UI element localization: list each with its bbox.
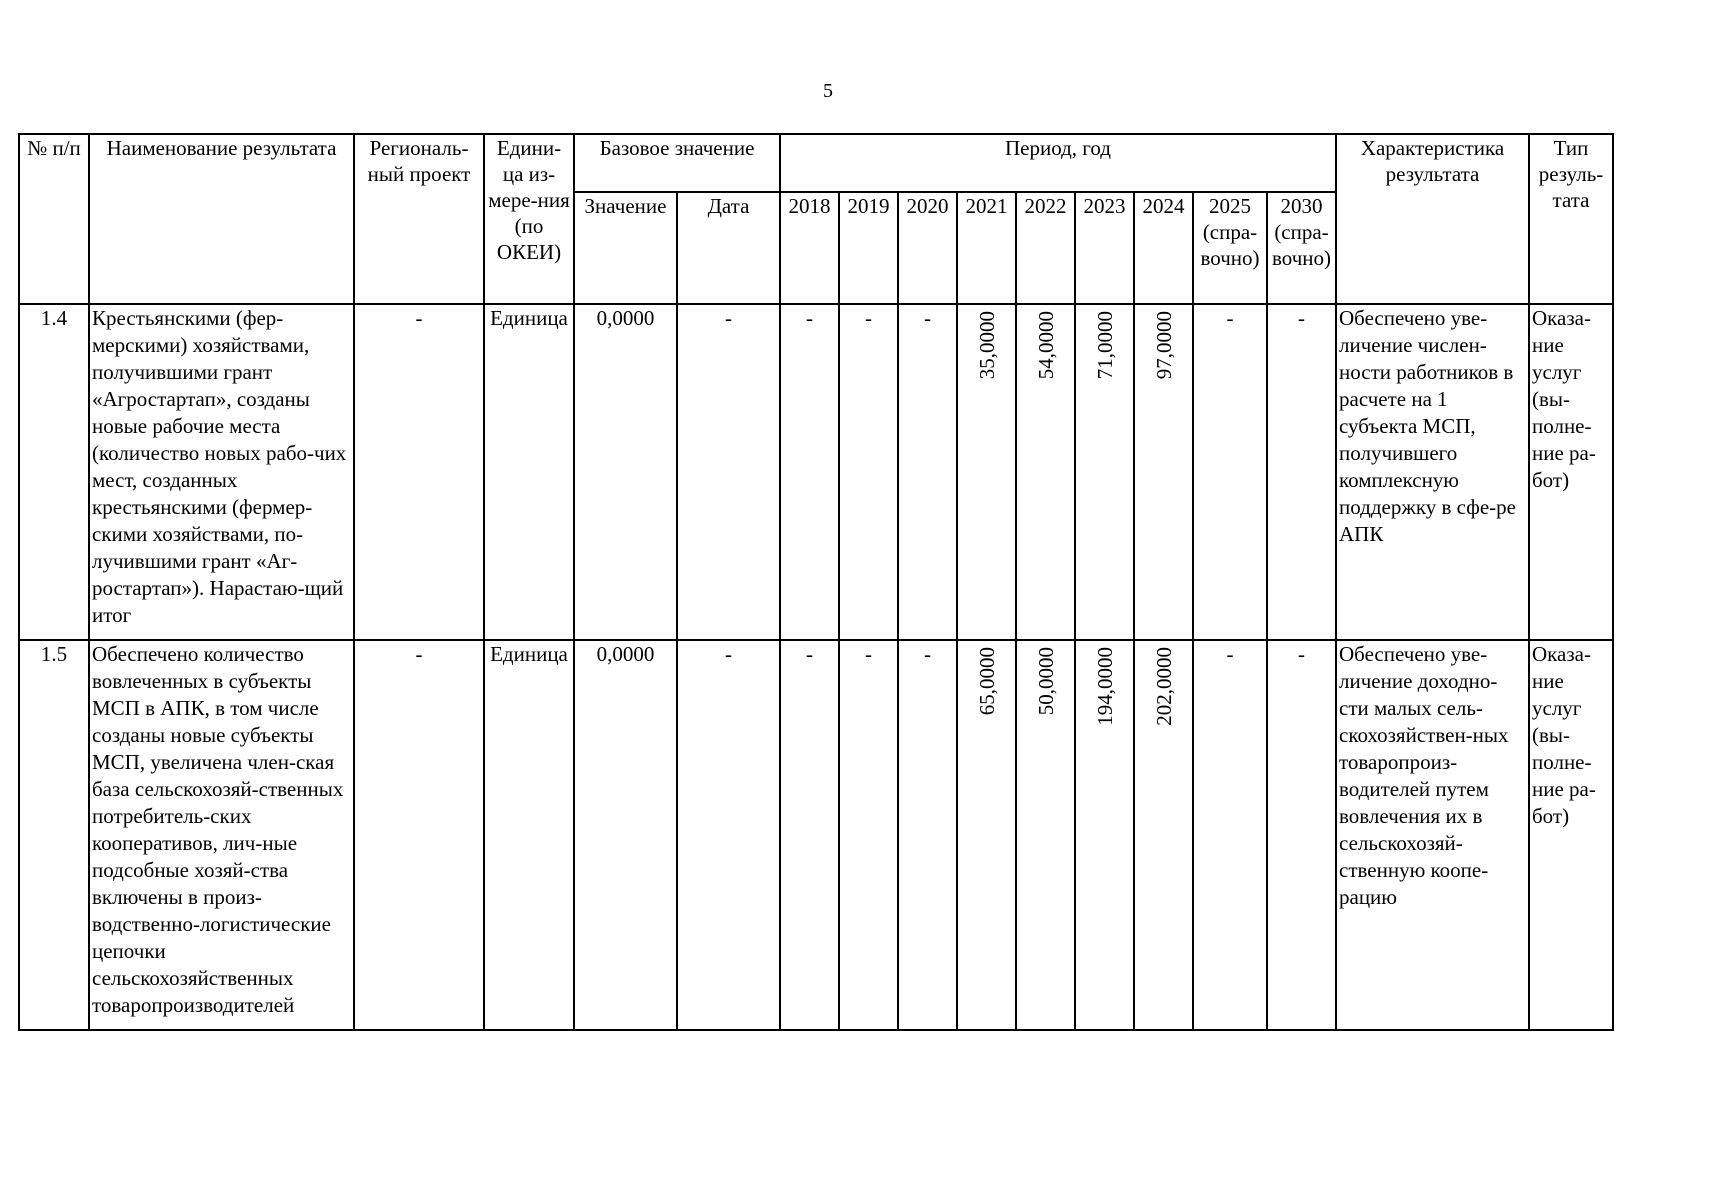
header-year-2024: 2024 (1134, 192, 1193, 304)
header-year-2020: 2020 (898, 192, 957, 304)
results-table (18, 133, 1614, 1031)
row-base-date: - (677, 640, 780, 1030)
row-2018: - (780, 304, 839, 640)
header-year-2018: 2018 (780, 192, 839, 304)
header-base-value: Значение (574, 192, 677, 304)
header-year-2023: 2023 (1075, 192, 1134, 304)
header-year-2021: 2021 (957, 192, 1016, 304)
row-name: Обеспечено количество вовлеченных в субъекты МСП в АПК, в том числе созданы новые субъекты МСП, увеличена член-ская база сельскохозяй-ственных потребитель-ских кооперативов, лич-ные подсобные хозяй-ства включены в произ-водственно-логистические цепочки сельскохозяйственных товаропроизводителей (89, 640, 354, 1030)
header-year-2019: 2019 (839, 192, 898, 304)
value-2024: 202,0000 (1151, 647, 1176, 726)
header-name: Наименование результата (89, 134, 354, 304)
row-2030: - (1267, 640, 1336, 1030)
row-2024 (1134, 640, 1193, 1030)
header-base: Базовое значение (574, 134, 780, 192)
value-2022: 50,0000 (1033, 647, 1058, 716)
row-unit: Единица (484, 640, 574, 1030)
value-2023: 194,0000 (1092, 647, 1117, 726)
row-2022 (1016, 640, 1075, 1030)
header-base-date: Дата (677, 192, 780, 304)
row-2019: - (839, 640, 898, 1030)
row-2023 (1075, 304, 1134, 640)
row-num: 1.5 (19, 640, 89, 1030)
header-period: Период, год (780, 134, 1336, 192)
row-2030: - (1267, 304, 1336, 640)
row-2025: - (1193, 304, 1267, 640)
value-2021: 35,0000 (974, 311, 999, 380)
header-characteristic: Характеристика результата (1336, 134, 1529, 304)
row-characteristic: Обеспечено уве-личение доходно-сти малых сель-скохозяйствен-ных товаропроиз-водителей путем вовлечения их в сельскохозяй-ственную коопе-рацию (1336, 640, 1529, 1030)
header-type: Тип резуль-тата (1529, 134, 1613, 304)
header-year-2022: 2022 (1016, 192, 1075, 304)
row-num: 1.4 (19, 304, 89, 640)
row-2021 (957, 304, 1016, 640)
row-2018: - (780, 640, 839, 1030)
value-2023: 71,0000 (1092, 311, 1117, 380)
row-2020: - (898, 640, 957, 1030)
row-base-date: - (677, 304, 780, 640)
row-2021 (957, 640, 1016, 1030)
header-num: № п/п (19, 134, 89, 304)
row-base-value: 0,0000 (574, 304, 677, 640)
row-2020: - (898, 304, 957, 640)
row-base-value: 0,0000 (574, 640, 677, 1030)
row-2022 (1016, 304, 1075, 640)
table-row (19, 640, 1613, 1030)
header-year-2030: 2030 (спра-вочно) (1267, 192, 1336, 304)
page-number: 5 (823, 80, 833, 102)
row-2025: - (1193, 640, 1267, 1030)
value-2024: 97,0000 (1151, 311, 1176, 380)
header-row-top (19, 134, 1613, 192)
header-unit: Едини-ца из-мере-ния (по ОКЕИ) (484, 134, 574, 304)
row-unit: Единица (484, 304, 574, 640)
row-2024 (1134, 304, 1193, 640)
table-row (19, 304, 1613, 640)
row-name: Крестьянскими (фер-мерскими) хозяйствами, получившими грант «Агростартап», созданы новые рабочие места (количество новых рабо-чих мест, созданных крестьянскими (фермер-скими хозяйствами, по-лучившими грант «Аг-ростартап»). Нарастаю-щий итог (89, 304, 354, 640)
row-project: - (354, 640, 484, 1030)
row-type: Оказа-ние услуг (вы-полне-ние ра-бот) (1529, 304, 1613, 640)
row-characteristic: Обеспечено уве-личение числен-ности работников в расчете на 1 субъекта МСП, получившего комплексную поддержку в сфе-ре АПК (1336, 304, 1529, 640)
value-2021: 65,0000 (974, 647, 999, 716)
header-year-2025: 2025 (спра-вочно) (1193, 192, 1267, 304)
row-project: - (354, 304, 484, 640)
row-2019: - (839, 304, 898, 640)
header-project: Региональ-ный проект (354, 134, 484, 304)
value-2022: 54,0000 (1033, 311, 1058, 380)
row-type: Оказа-ние услуг (вы-полне-ние ра-бот) (1529, 640, 1613, 1030)
row-2023 (1075, 640, 1134, 1030)
